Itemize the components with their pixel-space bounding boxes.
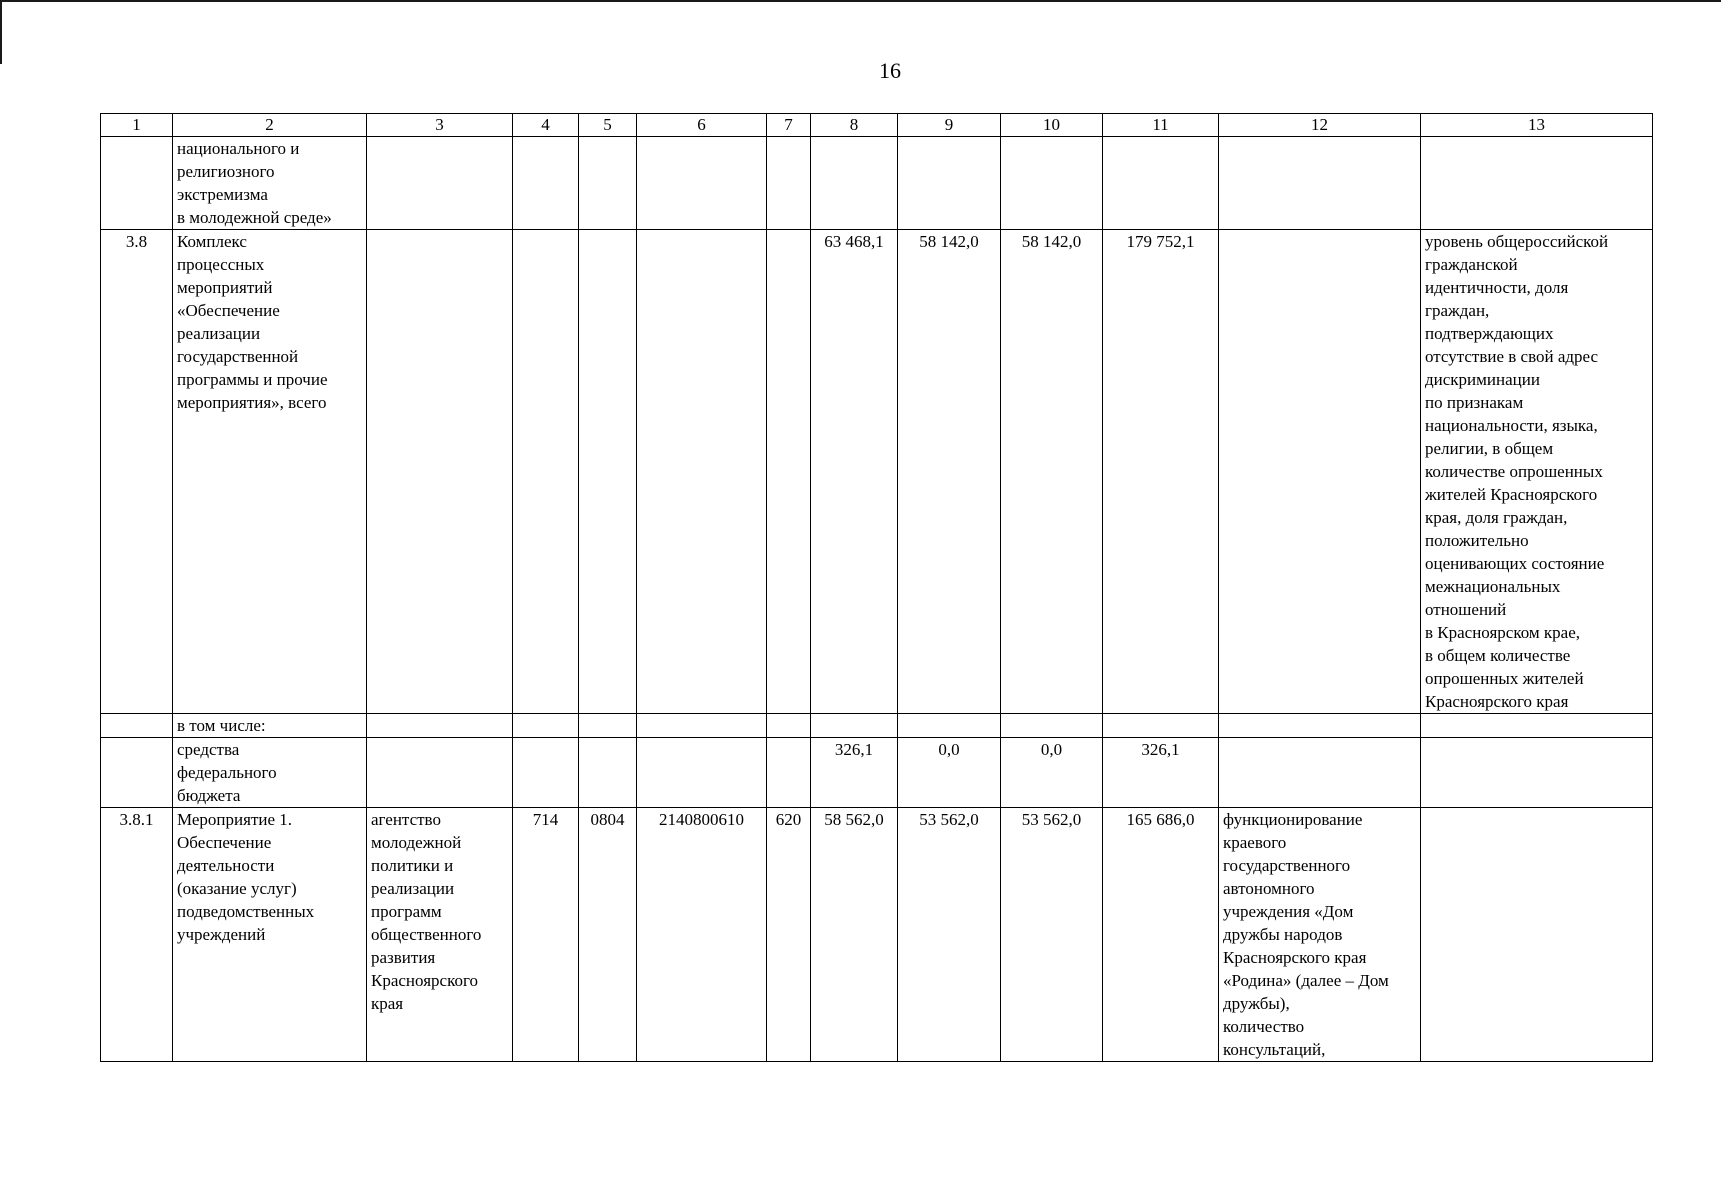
text-line: подтверждающих [1425, 324, 1554, 343]
value-total [1103, 137, 1219, 230]
executor [367, 137, 513, 230]
measure-name [173, 137, 367, 230]
header-cell: 10 [1001, 114, 1103, 137]
value-year-1 [811, 714, 898, 738]
value-total: 326,1 [1103, 738, 1219, 808]
code-csr [637, 738, 767, 808]
text-line: Обеспечение [177, 833, 272, 852]
code-gr: 714 [513, 808, 579, 1062]
text-line: подведомственных [177, 902, 315, 921]
text-line: деятельности [177, 856, 275, 875]
code-csr: 2140800610 [637, 808, 767, 1062]
executor [367, 714, 513, 738]
text-line: общественного [371, 925, 482, 944]
text-line: религии, в общем [1425, 439, 1554, 458]
header-cell: 5 [579, 114, 637, 137]
value-total: 165 686,0 [1103, 808, 1219, 1062]
code-gr [513, 230, 579, 714]
text-line: Комплекс [177, 232, 247, 251]
value-year-2: 58 142,0 [898, 230, 1001, 714]
text-line: национального и [177, 139, 300, 158]
table-row-3-8 [101, 230, 1653, 714]
value-year-1: 58 562,0 [811, 808, 898, 1062]
text-line: учреждений [177, 925, 266, 944]
code-vr: 620 [767, 808, 811, 1062]
text-line: по признакам [1425, 393, 1524, 412]
code-gr [513, 714, 579, 738]
value-year-3 [1001, 137, 1103, 230]
code-vr [767, 714, 811, 738]
value-year-2 [898, 137, 1001, 230]
code-rzpr [579, 137, 637, 230]
value-year-1: 326,1 [811, 738, 898, 808]
value-year-1 [811, 137, 898, 230]
indicator [1421, 808, 1653, 1062]
header-cell: 8 [811, 114, 898, 137]
code-rzpr [579, 738, 637, 808]
text-line: консультаций, [1223, 1040, 1326, 1059]
text-line: межнациональных [1425, 577, 1561, 596]
text-line: программы и прочие [177, 370, 328, 389]
text-line: «Обеспечение [177, 301, 280, 320]
text-line: федерального [177, 763, 277, 782]
text-line: Мероприятие 1. [177, 810, 293, 829]
executor [367, 738, 513, 808]
expected-result [1219, 137, 1421, 230]
text-line: положительно [1425, 531, 1529, 550]
header-cell: 12 [1219, 114, 1421, 137]
text-line: процессных [177, 255, 265, 274]
text-line: отсутствие в свой адрес [1425, 347, 1599, 366]
text-line: автономного [1223, 879, 1315, 898]
row-number [101, 137, 173, 230]
header-row [101, 114, 1653, 137]
code-csr [637, 230, 767, 714]
text-line: края, доля граждан, [1425, 508, 1568, 527]
value-year-3 [1001, 714, 1103, 738]
text-line: Красноярского [371, 971, 479, 990]
text-line: дружбы), [1223, 994, 1290, 1013]
text-line: мероприятий [177, 278, 273, 297]
value-year-3: 53 562,0 [1001, 808, 1103, 1062]
value-year-3: 58 142,0 [1001, 230, 1103, 714]
value-total [1103, 714, 1219, 738]
text-line: Красноярского края [1425, 692, 1569, 711]
table-row-federal-budget [101, 738, 1653, 808]
text-line: Красноярского края [1223, 948, 1367, 967]
table-row-3-8-1 [101, 808, 1653, 1062]
scan-top-edge [0, 0, 1721, 2]
row-number: 3.8.1 [101, 808, 173, 1062]
table-row-including [101, 714, 1653, 738]
text-line: мероприятия», всего [177, 393, 327, 412]
indicator [1421, 230, 1653, 714]
text-line: государственного [1223, 856, 1351, 875]
text-line: уровень общероссийской [1425, 232, 1609, 251]
indicator [1421, 714, 1653, 738]
text-line: государственной [177, 347, 299, 366]
measure-name: в том числе: [173, 714, 367, 738]
executor [367, 230, 513, 714]
code-csr [637, 137, 767, 230]
text-line: экстремизма [177, 185, 268, 204]
text-line: в Красноярском крае, [1425, 623, 1581, 642]
text-line: политики и [371, 856, 454, 875]
text-line: оценивающих состояние [1425, 554, 1605, 573]
header-cell: 13 [1421, 114, 1653, 137]
text-line: в молодежной среде» [177, 208, 332, 227]
budget-table [100, 113, 1653, 1062]
header-cell: 9 [898, 114, 1001, 137]
indicator [1421, 738, 1653, 808]
code-csr [637, 714, 767, 738]
text-line: количестве опрошенных [1425, 462, 1603, 481]
value-total: 179 752,1 [1103, 230, 1219, 714]
text-line: края [371, 994, 404, 1013]
text-line: граждан, [1425, 301, 1490, 320]
code-gr [513, 738, 579, 808]
executor [367, 808, 513, 1062]
table-row-continuation [101, 137, 1653, 230]
expected-result [1219, 230, 1421, 714]
header-cell: 6 [637, 114, 767, 137]
code-vr [767, 137, 811, 230]
text-line: функционирование [1223, 810, 1363, 829]
expected-result [1219, 808, 1421, 1062]
text-line: средства [177, 740, 240, 759]
text-line: опрошенных жителей [1425, 669, 1584, 688]
text-line: «Родина» (далее – Дом [1223, 971, 1389, 990]
text-line: в общем количестве [1425, 646, 1571, 665]
value-year-3: 0,0 [1001, 738, 1103, 808]
code-gr [513, 137, 579, 230]
text-line: жителей Красноярского [1425, 485, 1598, 504]
text-line: реализации [177, 324, 261, 343]
row-number: 3.8 [101, 230, 173, 714]
text-line: идентичности, доля [1425, 278, 1569, 297]
text-line: дискриминации [1425, 370, 1540, 389]
expected-result [1219, 738, 1421, 808]
code-vr [767, 738, 811, 808]
text-line: агентство [371, 810, 441, 829]
value-year-2: 53 562,0 [898, 808, 1001, 1062]
code-rzpr: 0804 [579, 808, 637, 1062]
text-line: отношений [1425, 600, 1507, 619]
measure-name [173, 230, 367, 714]
text-line: развития [371, 948, 436, 967]
text-line: бюджета [177, 786, 241, 805]
row-number [101, 714, 173, 738]
indicator [1421, 137, 1653, 230]
scan-left-edge [0, 0, 2, 64]
text-line: (оказание услуг) [177, 879, 297, 898]
text-line: реализации [371, 879, 455, 898]
value-year-2 [898, 714, 1001, 738]
page-number: 16 [879, 58, 901, 83]
text-line: религиозного [177, 162, 275, 181]
text-line: дружбы народов [1223, 925, 1343, 944]
text-line: национальности, языка, [1425, 416, 1598, 435]
header-cell: 4 [513, 114, 579, 137]
value-year-2: 0,0 [898, 738, 1001, 808]
measure-name [173, 808, 367, 1062]
text-line: программ [371, 902, 442, 921]
header-cell: 1 [101, 114, 173, 137]
expected-result [1219, 714, 1421, 738]
text-line: гражданской [1425, 255, 1518, 274]
header-cell: 11 [1103, 114, 1219, 137]
header-cell: 7 [767, 114, 811, 137]
code-vr [767, 230, 811, 714]
header-cell: 2 [173, 114, 367, 137]
row-number [101, 738, 173, 808]
text-line: молодежной [371, 833, 462, 852]
text-line: количество [1223, 1017, 1305, 1036]
text-line: краевого [1223, 833, 1287, 852]
text-line: учреждения «Дом [1223, 902, 1354, 921]
code-rzpr [579, 230, 637, 714]
measure-name [173, 738, 367, 808]
value-year-1: 63 468,1 [811, 230, 898, 714]
header-cell: 3 [367, 114, 513, 137]
code-rzpr [579, 714, 637, 738]
